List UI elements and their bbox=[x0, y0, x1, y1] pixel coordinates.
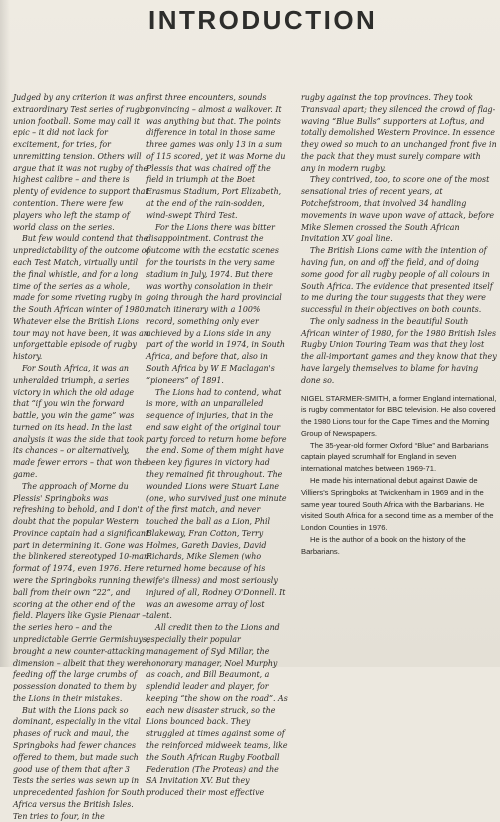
paragraph: The only sadness in the beautiful South African winter of 1980, for the 1980 British Isles Rugby Union Touring Team was that they lost the all-important games and they know that they have largely themselves to blame for having done so. bbox=[301, 316, 497, 385]
author-bio bbox=[301, 393, 497, 558]
binding-shadow bbox=[0, 0, 10, 667]
paragraph: All credit then to the Lions and especially their popular management of Syd Millar, the honorary manager, Noel Murphy as coach, and Bill Beaumont, a splendid leader and player, for keeping “the show on the road”. As each new disaster struck, so the Lions bounced back. They struggled at times against some of the reinforced midweek teams, like the South African Rugby Football Federation (The Proteas) and the SA Invitation XV. But they produced their most effective bbox=[146, 623, 288, 798]
paragraph: The approach of Morne du Plessis' Springboks was refreshing to behold, and I don't doubt that the popular Western Province captain had a significant part in determining it. Gone was the blinkered stereotyped 10-man format of 1974, even 1976. Here were the Springboks running the ball from their own “22”, and scoring at the other end of the field. Players like Gysie Pienaar – the series hero – and the unpredictable Gerrie Germishuys, brought a new counter-attacking dimension – albeit that they were feeding off the large crumbs of possession donated to them by the Lions in their mistakes. bbox=[13, 481, 150, 703]
paragraph: But with the Lions pack so dominant, especially in the vital phases of ruck and maul, the Springboks had fewer chances offered to them, but made such good use of them that after 3 Tests the series was sewn up in unprecedented fashion for South Africa versus the British Isles. Ten tries to four, in the bbox=[13, 705, 146, 821]
bio-paragraph: NIGEL STARMER-SMITH, a former England international, is rugby commentator for BBC television. He also covered the 1980 Lions tour for the Cape Times and the Morning Group of Newspapers. bbox=[301, 393, 497, 438]
bio-paragraph: The 35-year-old former Oxford “Blue” and Barbarians captain played scrumhalf for England in seven international matches between 1969-71. bbox=[301, 440, 489, 474]
text-column-3 bbox=[301, 92, 497, 557]
paragraph: But few would contend that the unpredictability of the outcome of each Test Match, virtually until the final whistle, and for a long time of the series as a whole, made for some riveting rugby in the South African winter of 1980. Whatever else the British Lions tour may not have been, it was an unforgettable episode of rugby history. bbox=[13, 234, 150, 362]
paragraph: The Lions had to contend, what is more, with an unparalleled sequence of injuries, that in the end saw eight of the original tour party forced to return home before the end. Some of them might have been key figures in victory had they remained fit throughout. The wounded Lions were Stuart Lane (one, who survived just one minute of the first match, and never touched the ball as a Lion, Phil Blakeway, Fran Cotton, Terry Holmes, Gareth Davies, David Richards, Mike Slemen (who returned home because of his wife's illness) and most seriously injured of all, Rodney O'Donnell. It was an awesome array of lost talent. bbox=[146, 387, 287, 621]
bio-paragraph: He made his international debut against Dawie de Villiers's Springboks at Twickenham in 1969 and in the same year toured South Africa with the Barbarians. He visited South Africa for a second time as a member of the London Counties in 1976. bbox=[301, 476, 494, 533]
paragraph: rugby against the top provinces. They took Transvaal apart; they silenced the crowd of flag-waving “Blue Bulls” supporters at Loftus, and totally demolished Western Province. In essence they owed so much to an unchanged front five in the pack that they must surely compare with any in modern rugby. bbox=[301, 93, 497, 173]
bio-paragraph: He is the author of a book on the history of the Barbarians. bbox=[301, 534, 466, 556]
text-column-2 bbox=[146, 92, 288, 799]
paragraph: For the Lions there was bitter disappointment. Contrast the outcome with the ecstatic scenes for the tourists in the very same stadium in July, 1974. But there was worthy consolation in their going through the hard provincial match itinerary with a 100% record, something only ever achieved by a Lions side in any part of the world in 1974, in South Africa, and before that, also in South Africa by W E Maclagan's “pioneers” of 1891. bbox=[146, 222, 285, 385]
paragraph: first three encounters, sounds convincing – almost a walkover. It was anything but that. The points difference in total in those same three games was only 13 in a sum of 115 scored, yet it was Morne du Plessis that was chaired off the field in triumph at the Boet Erasmus Stadium, Port Elizabeth, at the end of the rain-sodden, wind-swept Third Test. bbox=[146, 93, 286, 220]
paragraph: Judged by any criterion it was an extraordinary Test series of rugby union football. Some may call it epic – it did not lack for excitement, for tries, for unremitting tension. Others will argue that it was not rugby of the highest calibre – and there is plenty of evidence to support that contention. There were few players who left the stamp of world class on the series. bbox=[13, 93, 150, 232]
paragraph: For South Africa, it was an unheralded triumph, a series victory in which the old adage that “if you win the forward battle, you win the game” was turned on its head. In the last analysis it was the side that took its chances – or alternatively, made fewer errors – that won the game. bbox=[13, 363, 148, 479]
paragraph: The British Lions came with the intention of having fun, on and off the field, and of doing some good for all rugby people of all colours in South Africa. The evidence that presented itself to me during the tour suggests that they were successful in their objectives on both counts. bbox=[301, 246, 493, 315]
text-column-1 bbox=[13, 92, 150, 822]
page-title: INTRODUCTION bbox=[148, 5, 378, 35]
paragraph: They contrived, too, to score one of the most sensational tries of recent years, at Potchefstroom, that involved 34 handling movements in wave upon wave of attack, before Mike Slemen crossed the South African Invitation XV goal line. bbox=[301, 175, 495, 244]
